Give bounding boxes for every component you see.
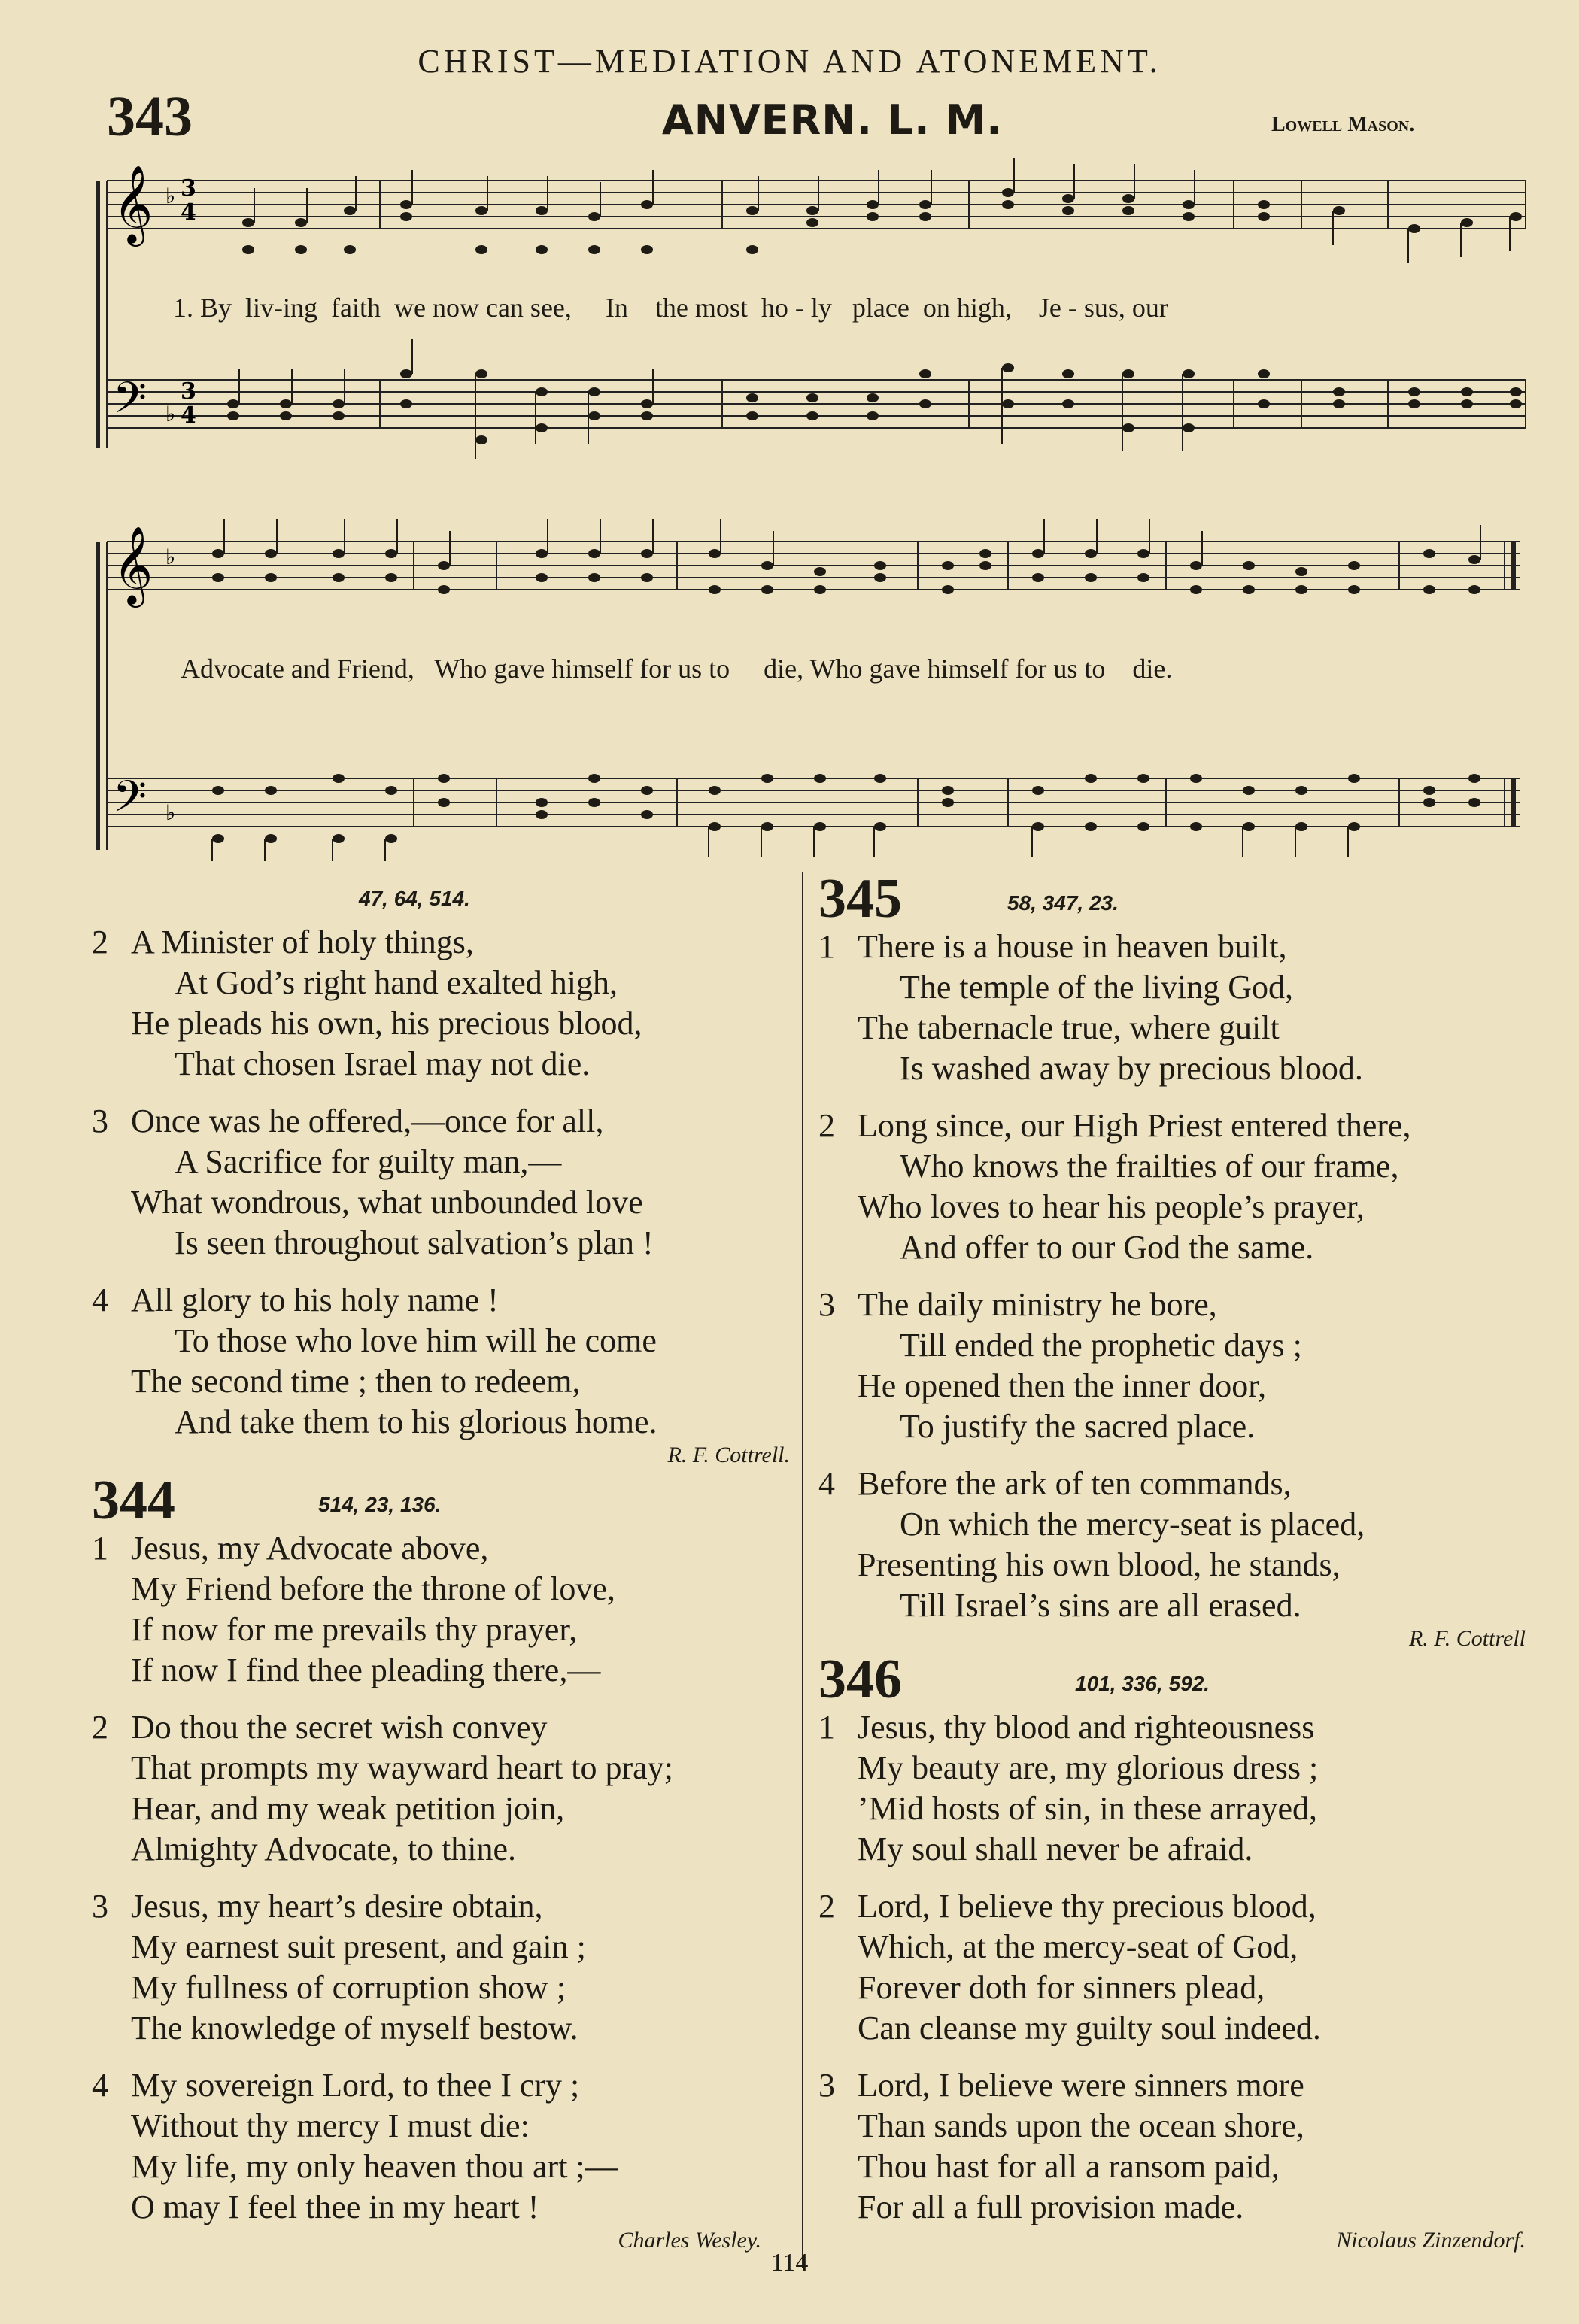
verse-line: The knowledge of myself bestow. bbox=[131, 2010, 578, 2046]
lyric-syllable: we now can see, bbox=[394, 293, 572, 323]
verse-line: All glory to his holy name ! bbox=[131, 1282, 499, 1318]
verse-line: He pleads his own, his precious blood, bbox=[131, 1005, 642, 1042]
hymn-tune-refs: 47, 64, 514. bbox=[359, 887, 470, 910]
svg-text:4: 4 bbox=[181, 199, 196, 226]
stanza bbox=[818, 1707, 1571, 1870]
verse-line: To justify the sacred place. bbox=[900, 1408, 1256, 1445]
lyric-phrase: die. bbox=[1132, 654, 1173, 684]
verse-line: Forever doth for sinners plead, bbox=[858, 1969, 1265, 2006]
verse-line: If now I find thee pleading there,— bbox=[131, 1652, 601, 1688]
composer-name: Lowell Mason. bbox=[1271, 113, 1415, 136]
verse-line: He opened then the inner door, bbox=[858, 1367, 1267, 1404]
svg-text:♭: ♭ bbox=[165, 184, 176, 208]
lyric-phrase: Who gave himself for us to bbox=[434, 654, 730, 684]
verse-line: My fullness of corruption show ; bbox=[131, 1969, 566, 2006]
verse-line: If now for me prevails thy prayer, bbox=[131, 1611, 578, 1648]
verse-line: Is seen throughout salvation’s plan ! bbox=[175, 1224, 654, 1261]
hymn-number: 345 bbox=[818, 868, 902, 930]
verse-line: My sovereign Lord, to thee I cry ; bbox=[131, 2067, 580, 2104]
verse-number: 2 bbox=[818, 1107, 835, 1144]
verse-line: There is a house in heaven built, bbox=[858, 928, 1287, 965]
verse-number: 1 bbox=[818, 928, 835, 965]
stanza bbox=[92, 1707, 791, 1870]
hymn-author: Nicolaus Zinzendorf. bbox=[1336, 2228, 1526, 2253]
verse-line: Till ended the prophetic days ; bbox=[900, 1327, 1302, 1364]
verse-line: Long since, our High Priest entered there, bbox=[858, 1107, 1411, 1144]
verse-line: Jesus, thy blood and righteousness bbox=[858, 1709, 1315, 1746]
lyric-syllable: In bbox=[605, 293, 628, 323]
verse-line: Thou hast for all a ransom paid, bbox=[858, 2148, 1280, 2185]
verse-line: For all a full provision made. bbox=[858, 2189, 1244, 2225]
bass-clef-icon: 𝄢 bbox=[113, 372, 147, 434]
stanza bbox=[92, 1886, 791, 2049]
treble-clef-icon: 𝄞 bbox=[113, 165, 153, 244]
verse-number: 3 bbox=[818, 1286, 835, 1323]
lyric-syllable: the most bbox=[654, 293, 748, 323]
verse-line: To those who love him will he come bbox=[175, 1322, 657, 1359]
stanza bbox=[818, 1106, 1571, 1268]
stanza bbox=[92, 1528, 791, 1691]
lyric-syllable: faith bbox=[331, 293, 381, 323]
verse-number: 3 bbox=[818, 2067, 835, 2104]
hymn-heading bbox=[818, 868, 1571, 930]
lyric-line-2 bbox=[181, 653, 1172, 684]
verse-number: 3 bbox=[92, 1103, 108, 1139]
verse-line: My soul shall never be afraid. bbox=[858, 1831, 1253, 1867]
verse-line: A Minister of holy things, bbox=[131, 924, 474, 960]
bass-clef-icon: 𝄢 bbox=[113, 771, 147, 833]
svg-text:3: 3 bbox=[181, 175, 196, 202]
verse-number: 2 bbox=[92, 924, 108, 960]
lyric-phrase: die, bbox=[764, 654, 804, 684]
verse-number: 1 bbox=[818, 1709, 835, 1746]
verse-line: My beauty are, my glorious dress ; bbox=[858, 1749, 1319, 1786]
stanza bbox=[818, 927, 1571, 1089]
verse-number: 2 bbox=[92, 1709, 108, 1746]
svg-text:3: 3 bbox=[181, 378, 196, 405]
stanza bbox=[92, 1280, 791, 1443]
verse-line: Once was he offered,—once for all, bbox=[131, 1103, 604, 1139]
hymn-number: 346 bbox=[818, 1649, 902, 1710]
stanza bbox=[92, 922, 791, 1085]
verse-line: At God’s right hand exalted high, bbox=[175, 964, 618, 1001]
verse-line: Is washed away by precious blood. bbox=[900, 1050, 1363, 1087]
hymn-author: R. F. Cottrell. bbox=[667, 1443, 790, 1467]
verse-line: The daily ministry he bore, bbox=[858, 1286, 1217, 1323]
verse-line: What wondrous, what unbounded love bbox=[131, 1184, 643, 1221]
verse-line: Jesus, my Advocate above, bbox=[131, 1530, 489, 1567]
stanza bbox=[92, 1101, 791, 1264]
verse-line: My life, my only heaven thou art ;— bbox=[131, 2148, 618, 2185]
verse-line: Before the ark of ten commands, bbox=[858, 1465, 1292, 1502]
verse-line: Can cleanse my guilty soul indeed. bbox=[858, 2010, 1321, 2046]
verse-line: The second time ; then to redeem, bbox=[131, 1363, 581, 1400]
lyric-syllable: place bbox=[852, 293, 909, 323]
lyric-syllable: on high, bbox=[922, 293, 1012, 323]
stanza bbox=[92, 2065, 791, 2228]
verse-line: And take them to his glorious home. bbox=[175, 1403, 657, 1440]
verse-line: Lord, I believe thy precious blood, bbox=[858, 1888, 1316, 1925]
lyric-syllable: 1. By bbox=[173, 293, 232, 323]
verse-line: Which, at the mercy-seat of God, bbox=[858, 1928, 1298, 1965]
verse-number: 2 bbox=[818, 1888, 835, 1925]
lyric-syllable: Je - sus, our bbox=[1038, 293, 1168, 323]
svg-text:♭: ♭ bbox=[165, 545, 176, 569]
hymn-heading bbox=[818, 1649, 1571, 1710]
stanza bbox=[818, 1464, 1571, 1626]
stanza bbox=[818, 2065, 1571, 2228]
hymn-tune-refs: 58, 347, 23. bbox=[1007, 891, 1119, 915]
score-system-2 bbox=[90, 519, 1527, 865]
treble-clef-icon: 𝄞 bbox=[113, 526, 153, 605]
verse-line: Presenting his own blood, he stands, bbox=[858, 1546, 1341, 1583]
tune-number: 343 bbox=[107, 85, 193, 148]
hymn-author: R. F. Cottrell bbox=[1408, 1626, 1526, 1651]
verse-number: 4 bbox=[92, 2067, 108, 2104]
stanza bbox=[818, 1285, 1571, 1447]
tune-name: ANVERN. L. M. bbox=[662, 96, 1003, 144]
verse-line: Lord, I believe were sinners more bbox=[858, 2067, 1304, 2104]
verse-line: The tabernacle true, where guilt bbox=[858, 1009, 1280, 1046]
column-divider bbox=[802, 872, 803, 2268]
verse-line: Hear, and my weak petition join, bbox=[131, 1790, 565, 1827]
verse-line: O may I feel thee in my heart ! bbox=[131, 2189, 539, 2225]
verse-line: My earnest suit present, and gain ; bbox=[131, 1928, 586, 1965]
music-system-2 bbox=[90, 519, 1527, 865]
verse-line: Who loves to hear his people’s prayer, bbox=[858, 1188, 1365, 1225]
verse-line: That chosen Israel may not die. bbox=[175, 1045, 591, 1082]
verse-number: 3 bbox=[92, 1888, 108, 1925]
verse-line: Do thou the secret wish convey bbox=[131, 1709, 548, 1746]
verse-line: A Sacrifice for guilty man,— bbox=[175, 1143, 562, 1180]
verse-number: 1 bbox=[92, 1530, 108, 1567]
svg-text:4: 4 bbox=[181, 402, 196, 429]
lyric-phrase: Who gave himself for us to bbox=[809, 654, 1106, 684]
svg-text:♭: ♭ bbox=[165, 800, 176, 825]
verse-line: Till Israel’s sins are all erased. bbox=[900, 1587, 1301, 1624]
verse-line: Jesus, my heart’s desire obtain, bbox=[131, 1888, 543, 1925]
verse-line: That prompts my wayward heart to pray; bbox=[131, 1749, 673, 1786]
hymn-tune-refs: 101, 336, 592. bbox=[1075, 1672, 1210, 1695]
lyric-syllable: ho - ly bbox=[761, 293, 832, 323]
hymn-tune-refs: 514, 23, 136. bbox=[318, 1493, 442, 1516]
stanza bbox=[818, 1886, 1571, 2049]
running-header: CHRIST—MEDIATION AND ATONEMENT. bbox=[418, 43, 1161, 80]
verse-number: 4 bbox=[818, 1465, 835, 1502]
verse-line: ’Mid hosts of sin, in these arrayed, bbox=[858, 1790, 1317, 1827]
hymn-heading bbox=[92, 1470, 791, 1531]
verse-line: The temple of the living God, bbox=[900, 969, 1293, 1006]
lyric-line-1 bbox=[173, 292, 1168, 323]
verse-line: Without thy mercy I must die: bbox=[131, 2107, 530, 2144]
verse-line: Almighty Advocate, to thine. bbox=[131, 1831, 517, 1867]
verse-line: Who knows the frailties of our frame, bbox=[900, 1148, 1399, 1185]
verse-line: On which the mercy-seat is placed, bbox=[900, 1506, 1365, 1543]
lyric-syllable: liv-ing bbox=[245, 293, 318, 323]
lyric-phrase: Advocate and Friend, bbox=[181, 654, 414, 684]
left-column bbox=[92, 878, 791, 2253]
verse-line: My Friend before the throne of love, bbox=[131, 1570, 615, 1607]
verse-line: And offer to our God the same. bbox=[900, 1229, 1314, 1266]
verse-line: Than sands upon the ocean shore, bbox=[858, 2107, 1304, 2144]
verse-number: 4 bbox=[92, 1282, 108, 1318]
right-column bbox=[818, 868, 1571, 2253]
svg-text:♭: ♭ bbox=[165, 402, 176, 426]
hymn-author: Charles Wesley. bbox=[618, 2228, 761, 2253]
hymn-number: 344 bbox=[92, 1470, 175, 1531]
page-number: 114 bbox=[770, 2249, 809, 2277]
